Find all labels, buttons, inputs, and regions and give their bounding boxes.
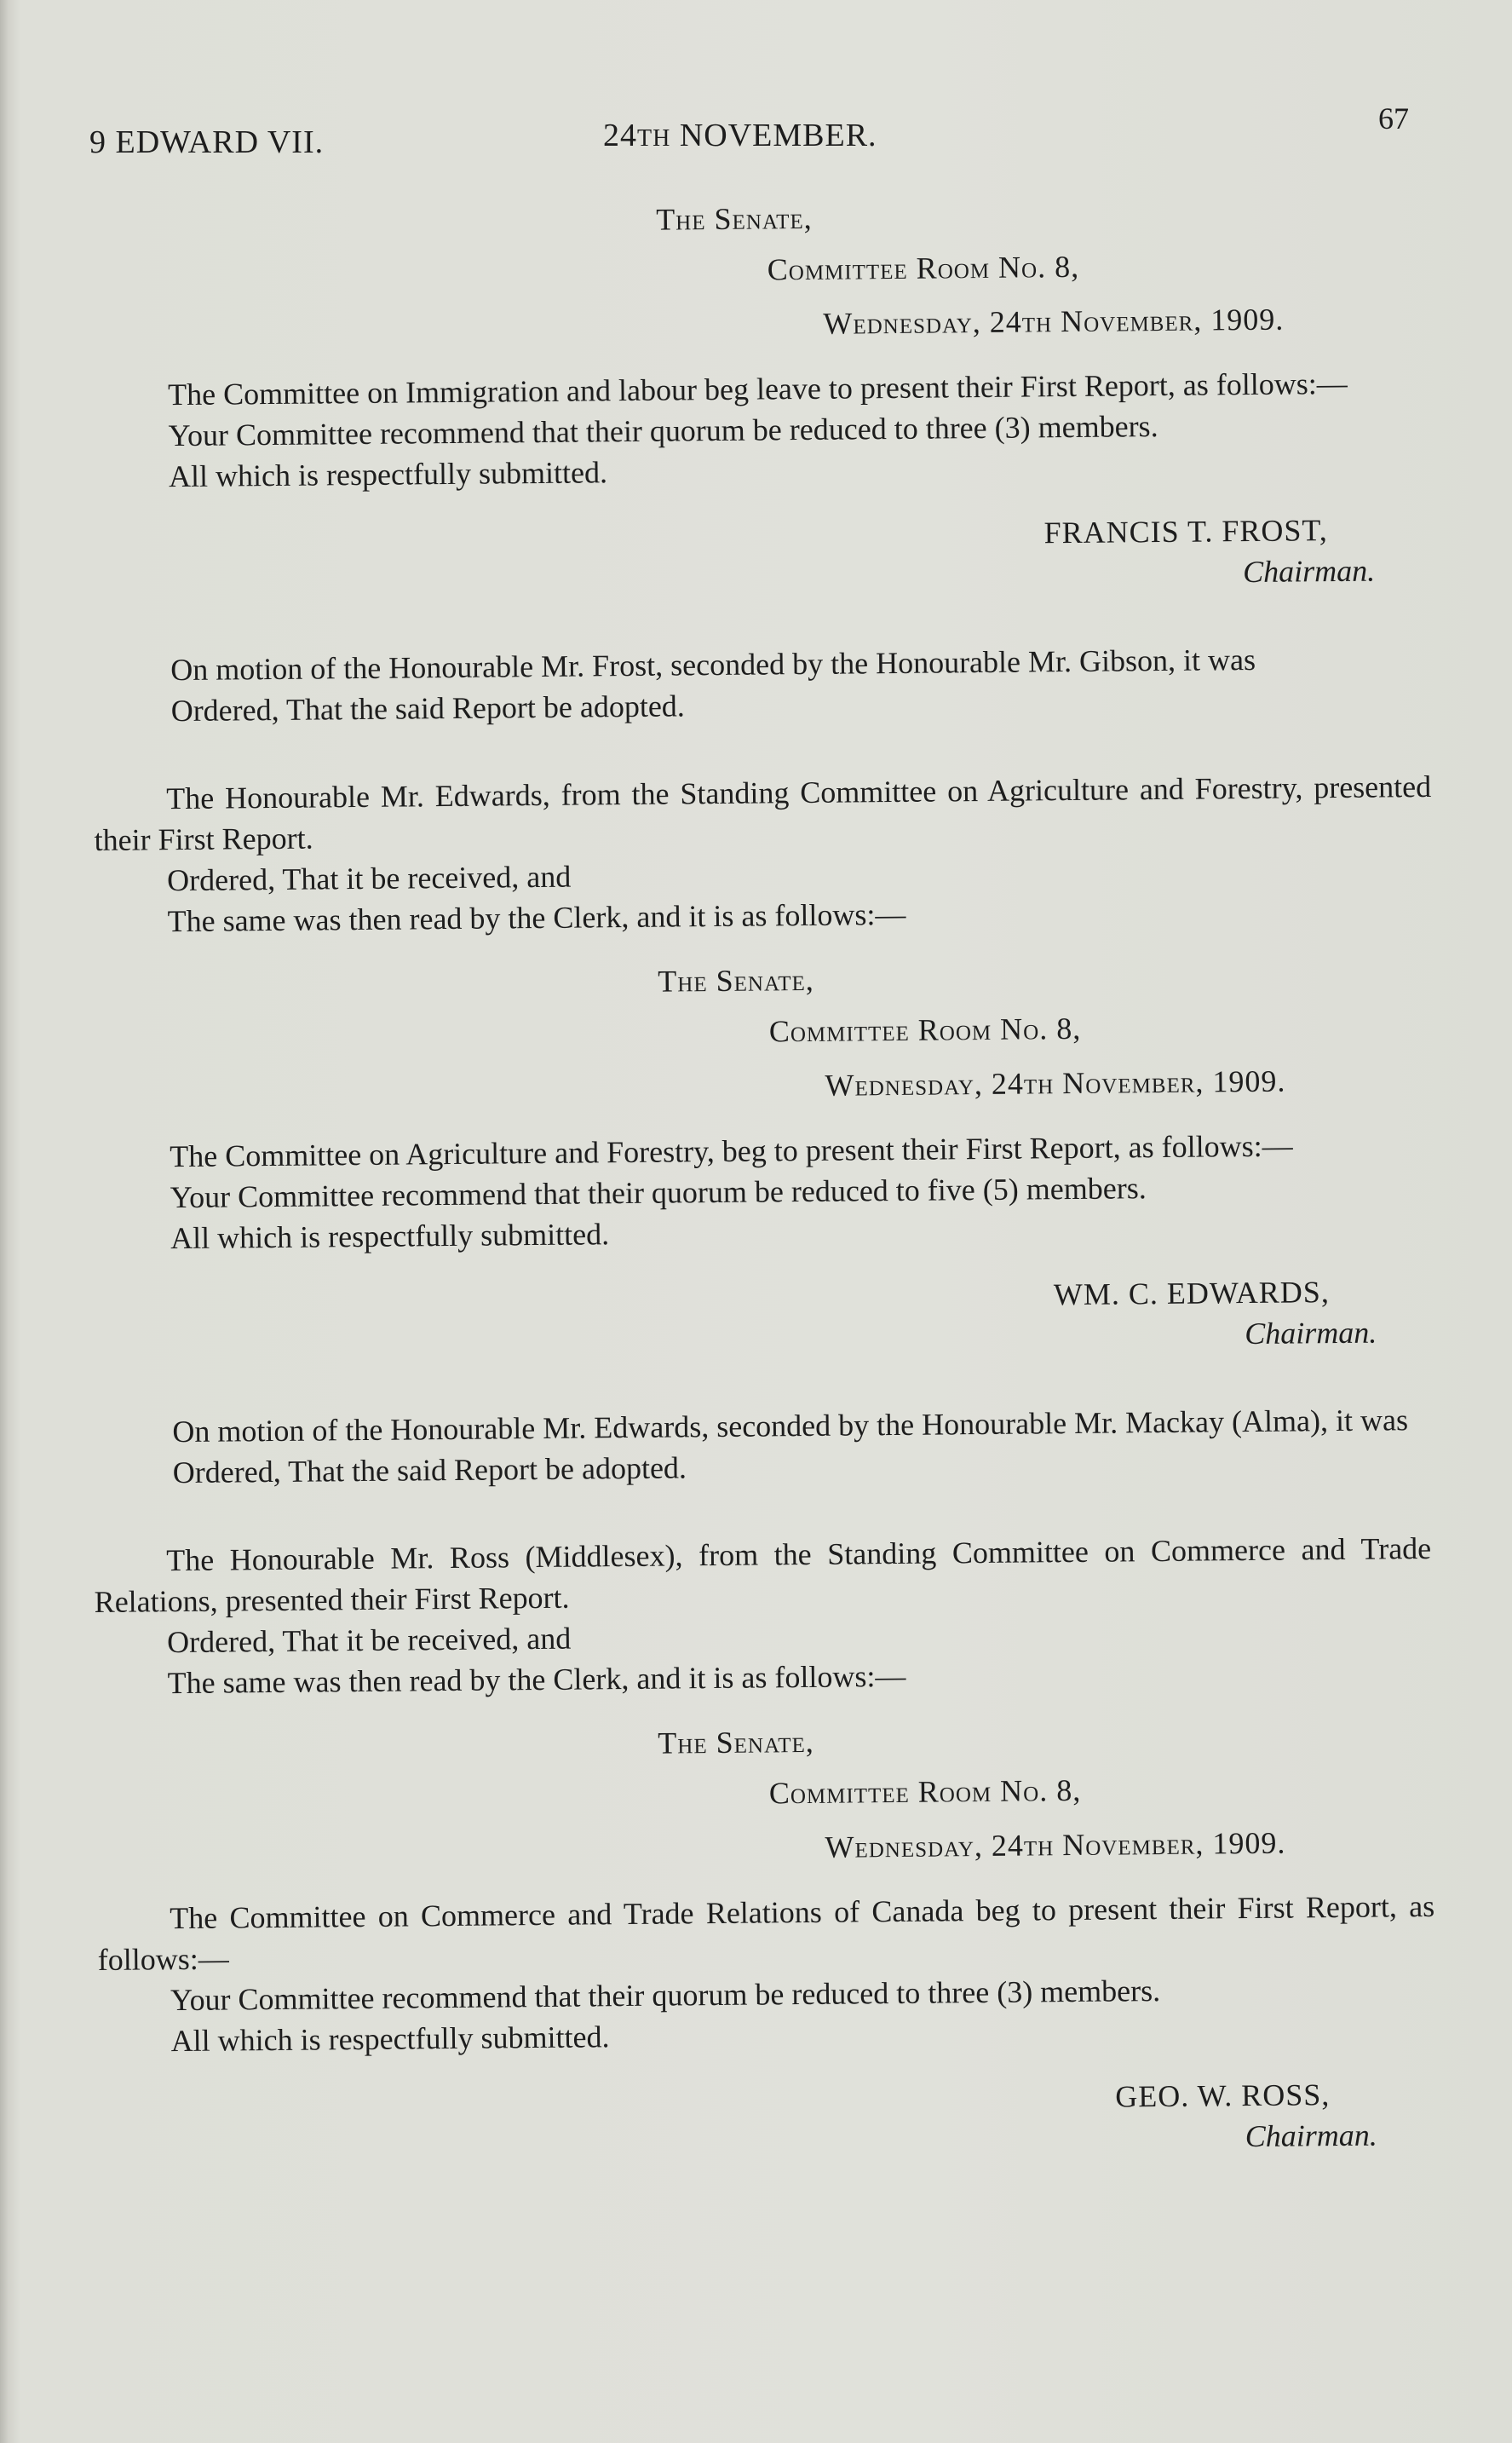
report-intro: The Committee on Immigration and labour beg leave to present their First Report, as follows:— <box>167 366 1348 412</box>
report-agriculture <box>94 766 1438 1494</box>
page-header <box>0 85 1512 162</box>
read-by-clerk: The same was then read by the Clerk, and it is as follows:— <box>167 896 906 939</box>
report-recommendation: Your Committee recommend that their quorum be reduced to three (3) members. <box>170 1973 1161 2018</box>
address-senate: The Senate, <box>658 1724 814 1760</box>
header-date <box>603 117 877 154</box>
motion-text: On motion of the Honourable Mr. Edwards, seconded by the Honourable Mr. Mackay (Alma), it was <box>172 1403 1409 1449</box>
signer-name: GEO. W. ROSS, <box>1115 2077 1331 2114</box>
report-recommendation: Your Committee recommend that their quorum be reduced to five (5) members. <box>170 1171 1147 1215</box>
motion-text: On motion of the Honourable Mr. Frost, seconded by the Honourable Mr. Gibson, it was <box>170 642 1256 688</box>
report-submitted: All which is respectfully submitted. <box>168 455 608 494</box>
presented-text: The Honourable Mr. Edwards, from the Standing Committee on Agriculture and Forestry, presented their First Report. <box>94 769 1432 857</box>
header-day: 24 <box>603 118 637 153</box>
address-date: Wednesday, 24th November, 1909. <box>825 1063 1286 1103</box>
page-body <box>94 200 1435 2168</box>
report-recommendation: Your Committee recommend that their quorum be reduced to three (3) members. <box>168 409 1158 453</box>
address-room: Committee Room No. 8, <box>767 249 1080 287</box>
signer-title: Chairman. <box>1245 2117 1377 2154</box>
report-intro: The Committee on Agriculture and Forestry, beg to present their First Report, as follows:— <box>170 1128 1293 1174</box>
ordered-received: Ordered, That it be received, and <box>166 859 572 898</box>
report-immigration <box>94 192 1436 732</box>
address-date: Wednesday, 24th November, 1909. <box>823 302 1285 341</box>
presented-text: The Honourable Mr. Ross (Middlesex), from the Standing Committee on Commerce and Trade Relations, presented their First Report. <box>94 1530 1432 1619</box>
address-room: Committee Room No. 8, <box>768 1772 1082 1811</box>
report-commerce <box>94 1528 1437 2168</box>
ordered-adopted: Ordered, That the said Report be adopted. <box>172 1450 687 1490</box>
report-submitted: All which is respectfully submitted. <box>170 1217 610 1256</box>
address-date: Wednesday, 24th November, 1909. <box>825 1825 1286 1864</box>
report-intro: The Committee on Commerce and Trade Relations of Canada beg to present their First Report, as follows:— <box>97 1888 1435 1977</box>
report-submitted: All which is respectfully submitted. <box>170 2020 610 2059</box>
signer-name: FRANCIS T. FROST, <box>1043 513 1328 550</box>
address-senate: The Senate, <box>658 962 814 999</box>
header-day-suffix: TH <box>637 125 671 152</box>
address-room: Committee Room No. 8, <box>768 1011 1082 1049</box>
regnal-year: 9 EDWARD VII. <box>89 124 325 160</box>
ordered-received: Ordered, That it be received, and <box>166 1621 572 1660</box>
read-by-clerk: The same was then read by the Clerk, and it is as follows:— <box>167 1658 906 1701</box>
signer-name: WM. C. EDWARDS, <box>1053 1275 1331 1312</box>
page-number: 67 <box>1378 101 1409 135</box>
header-month: NOVEMBER. <box>679 118 877 153</box>
signer-title: Chairman. <box>1245 1315 1377 1351</box>
address-senate: The Senate, <box>656 200 813 237</box>
signer-title: Chairman. <box>1242 553 1376 590</box>
ordered-adopted: Ordered, That the said Report be adopted. <box>170 689 686 729</box>
